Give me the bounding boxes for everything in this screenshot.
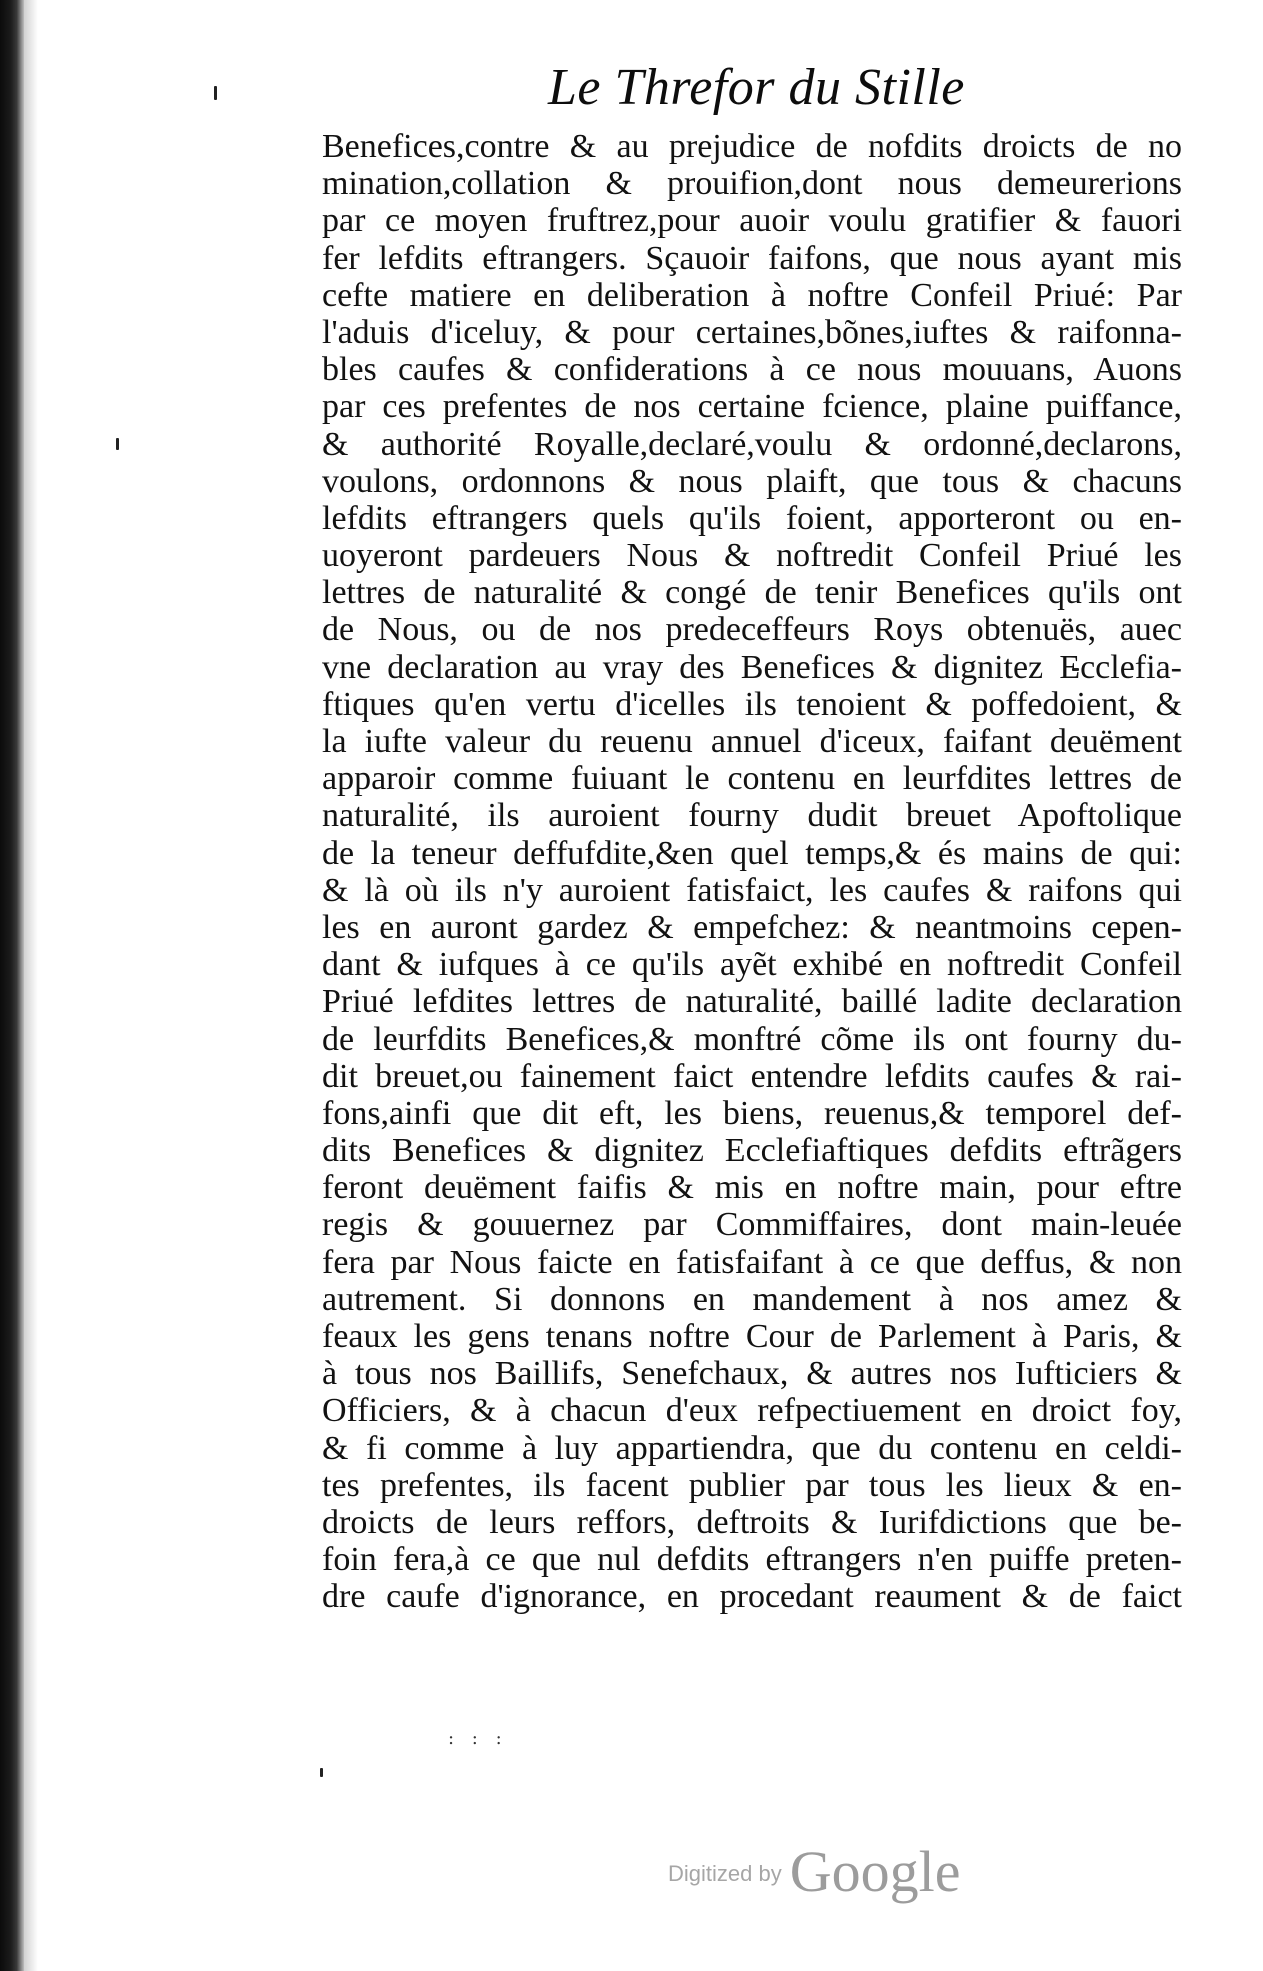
watermark-prefix: Digitized by — [668, 1861, 782, 1886]
text-line: & là où ils n'y auroient fatisfaict, les caufes & raifons qui — [322, 871, 1182, 909]
text-line: apparoir comme fuiuant le contenu en leurfdites lettres de — [322, 760, 1182, 798]
text-line: à tous nos Baillifs, Senefchaux, & autres nos Iufticiers & — [322, 1355, 1182, 1393]
text-line: dre caufe d'ignorance, en procedant reaument & de faict — [322, 1578, 1182, 1616]
text-line: bles caufes & confiderations à ce nous mouuans, Auons — [322, 351, 1182, 389]
text-line: Officiers, & à chacun d'eux refpectiuement en droict foy, — [322, 1392, 1182, 1430]
text-line: droicts de leurs reffors, deftroits & Iurifdictions que be- — [322, 1503, 1182, 1541]
text-line: par ces prefentes de nos certaine fcience, plaine puiffance, — [322, 388, 1182, 426]
text-line: Benefices,contre & au prejudice de nofdits droicts de no — [322, 128, 1182, 165]
text-line: naturalité, ils auroient fourny dudit breuet Apoftolique — [322, 797, 1182, 835]
text-line: cefte matiere en deliberation à noftre Confeil Priué: Par — [322, 276, 1182, 314]
text-line: de Nous, ou de nos predeceffeurs Roys obtenuës, auec — [322, 611, 1182, 649]
text-line: vne declaration au vray des Benefices & dignitez Ecclefia- — [322, 648, 1182, 686]
text-line: & fi comme à luy appartiendra, que du contenu en celdi- — [322, 1429, 1182, 1467]
text-line: voulons, ordonnons & nous plaift, que tous & chacuns — [322, 462, 1182, 500]
scan-speck — [214, 86, 217, 100]
text-line: de leurfdits Benefices,& monftré cõme ils ont fourny du- — [322, 1020, 1182, 1058]
text-line: ftiques qu'en vertu d'icelles ils tenoient & poffedoient, & — [322, 685, 1182, 723]
book-gutter-edge — [0, 0, 24, 1971]
text-line: tes prefentes, ils facent publier par tous les lieux & en- — [322, 1466, 1182, 1504]
text-line: feaux les gens tenans noftre Cour de Parlement à Paris, & — [322, 1318, 1182, 1355]
text-line: dant & iufques à ce qu'ils ayẽt exhibé en noftredit Confeil — [322, 946, 1182, 984]
scan-speck — [320, 1768, 323, 1777]
text-line: lefdits eftrangers quels qu'ils foient, apporteront ou en- — [322, 499, 1182, 537]
text-line: mination,collation & prouifion,dont nous demeurerions — [322, 165, 1182, 203]
gutter-shadow — [24, 0, 38, 1971]
google-wordmark: Google — [789, 1839, 961, 1904]
digitized-by-google-watermark — [668, 1838, 960, 1905]
text-line: feront deuëment faifis & mis en noftre main, pour eftre — [322, 1169, 1182, 1207]
text-line: regis & gouuernez par Commiffaires, dont main-leuée — [322, 1206, 1182, 1244]
text-line: la iufte valeur du reuenu annuel d'iceux, faifant deuëment — [322, 723, 1182, 760]
text-line: Priué lefdites lettres de naturalité, baillé ladite declaration — [322, 983, 1182, 1021]
text-line: fera par Nous faicte en fatisfaifant à ce que deffus, & non — [322, 1243, 1182, 1281]
catchword-marks: : : : — [448, 1728, 508, 1749]
text-line: de la teneur deffufdite,&en quel temps,& és mains de qui: — [322, 834, 1182, 872]
text-line: l'aduis d'iceluy, & pour certaines,bõnes,iuftes & raifonna- — [322, 313, 1182, 351]
scan-speck — [116, 438, 119, 450]
text-line: fons,ainfi que dit eft, les biens, reuenus,& temporel def- — [322, 1094, 1182, 1132]
text-line: autrement. Si donnons en mandement à nos amez & — [322, 1280, 1182, 1318]
text-line: par ce moyen fruftrez,pour auoir voulu gratifier & fauori — [322, 202, 1182, 240]
running-head-title: Le Threfor du Stille — [548, 59, 965, 116]
text-line: & authorité Royalle,declaré,voulu & ordonné,declarons, — [322, 425, 1182, 463]
text-line: foin fera,à ce que nul defdits eftrangers n'en puiffe preten- — [322, 1541, 1182, 1579]
text-line: dits Benefices & dignitez Ecclefiaftiques defdits eftrãgers — [322, 1132, 1182, 1170]
text-line: dit breuet,ou fainement faict entendre lefdits caufes & rai- — [322, 1057, 1182, 1095]
text-line: fer lefdits eftrangers. Sçauoir faifons, que nous ayant mis — [322, 239, 1182, 277]
body-text-block — [322, 128, 1182, 1616]
text-line: lettres de naturalité & congé de tenir Benefices qu'ils ont — [322, 574, 1182, 612]
text-line: uoyeront pardeuers Nous & noftredit Confeil Priué les — [322, 537, 1182, 575]
text-line: les en auront gardez & empefchez: & neantmoins cepen- — [322, 908, 1182, 946]
